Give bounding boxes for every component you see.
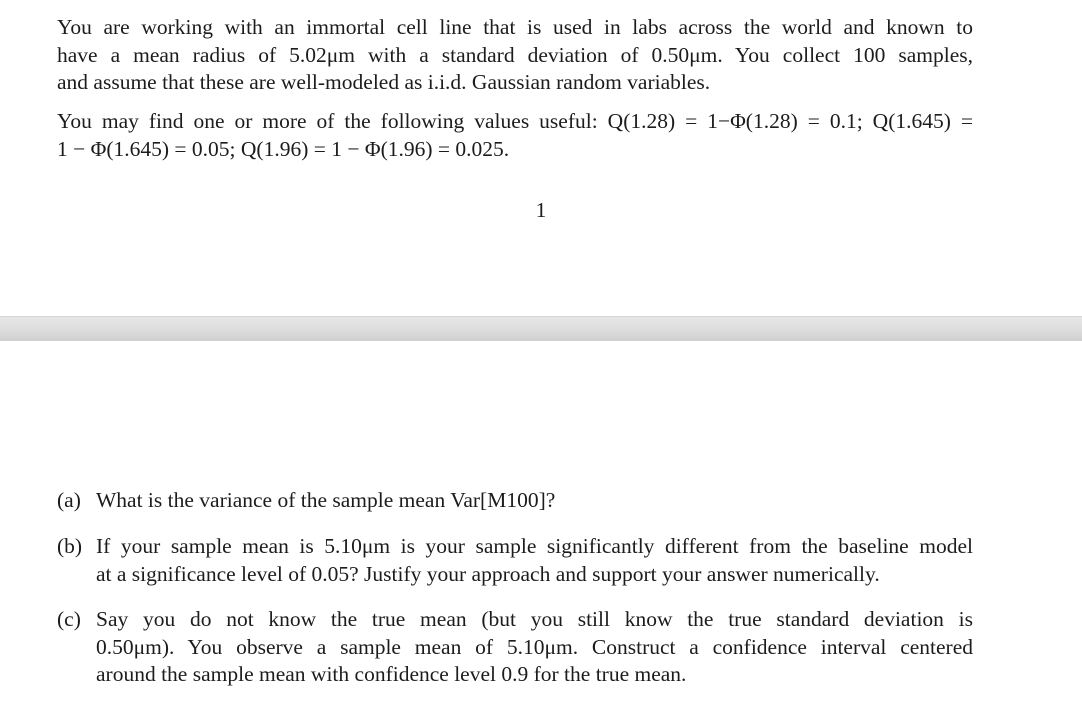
hint-paragraph — [57, 108, 973, 163]
intro-line: have a mean radius of 5.02μm with a standard deviation of 0.50μm. You collect 100 samples, — [57, 42, 973, 67]
page-separator — [0, 316, 1082, 342]
question-line: If your sample mean is 5.10μm is your sample significantly different from the baseline model — [96, 534, 973, 558]
question-text — [96, 533, 973, 588]
question-label: (a) — [57, 488, 81, 512]
question-line: What is the variance of the sample mean Var[M100]? — [96, 488, 556, 512]
document-page-1 — [0, 0, 1082, 316]
question-text — [96, 606, 973, 689]
question-label: (b) — [57, 534, 83, 558]
hint-line: You may find one or more of the following values useful: Q(1.28) = 1−Φ(1.28) = 0.1; Q(1.645) = — [57, 109, 973, 133]
question-line: at a significance level of 0.05? Justify your approach and support your answer numerically. — [96, 561, 880, 586]
question-label: (c) — [57, 607, 81, 631]
question-text — [96, 487, 973, 515]
hint-line: 1 − Φ(1.645) = 0.05; Q(1.96) = 1 − Φ(1.96) = 0.025. — [57, 136, 510, 161]
question-line: around the sample mean with confidence level 0.9 for the true mean. — [96, 662, 687, 686]
question-line: 0.50μm). You observe a sample mean of 5.10μm. Construct a confidence interval centered — [96, 634, 973, 659]
question-line: Say you do not know the true mean (but you still know the true standard deviation is — [96, 607, 973, 631]
intro-paragraph — [57, 14, 973, 97]
intro-line: and assume that these are well-modeled as i.i.d. Gaussian random variables. — [57, 70, 711, 94]
page-number: 1 — [535, 198, 547, 222]
intro-line: You are working with an immortal cell line that is used in labs across the world and known to — [57, 15, 973, 39]
